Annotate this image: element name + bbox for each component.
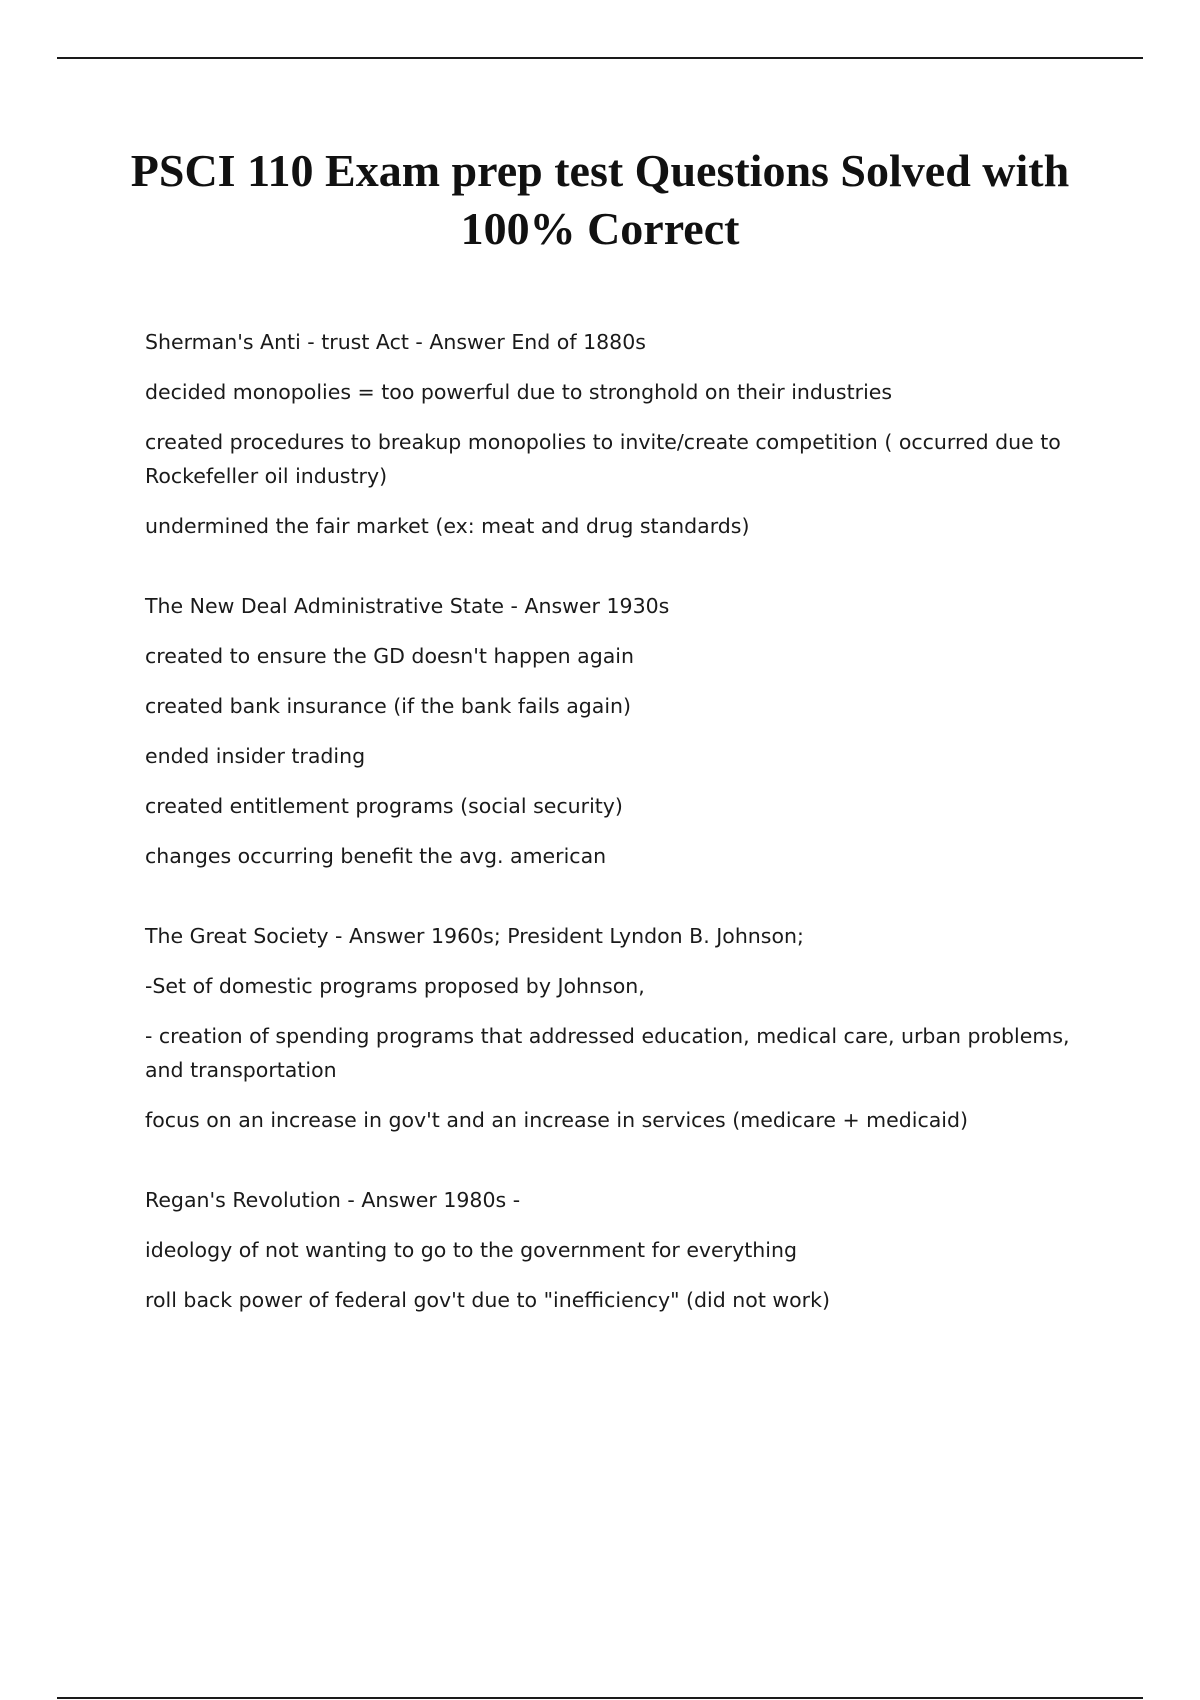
document-title: PSCI 110 Exam prep test Questions Solved with 100% Correct <box>130 145 1070 254</box>
question-heading: Regan's Revolution - Answer 1980s - <box>145 1188 521 1212</box>
answer-line: created bank insurance (if the bank fails again) <box>145 694 632 718</box>
section-new-deal <box>145 589 1085 873</box>
question-heading: Sherman's Anti - trust Act - Answer End of 1880s <box>145 330 646 354</box>
section-sherman-antitrust <box>145 325 1085 543</box>
answer-line: roll back power of federal gov't due to "inefficiency" (did not work) <box>145 1288 830 1312</box>
answer-line: created to ensure the GD doesn't happen again <box>145 644 634 668</box>
section-regan-revolution <box>145 1183 1085 1317</box>
question-heading: The Great Society - Answer 1960s; President Lyndon B. Johnson; <box>145 924 804 948</box>
answer-line: focus on an increase in gov't and an increase in services (medicare + medicaid) <box>145 1108 969 1132</box>
answer-line: created procedures to breakup monopolies to invite/create competition ( occurred due to Rockefeller oil industry) <box>145 430 1061 488</box>
top-rule <box>57 57 1143 59</box>
question-heading: The New Deal Administrative State - Answer 1930s <box>145 594 670 618</box>
document-body <box>145 325 1085 1363</box>
answer-line: changes occurring benefit the avg. american <box>145 844 607 868</box>
answer-line: ideology of not wanting to go to the government for everything <box>145 1238 797 1262</box>
bottom-rule <box>57 1697 1143 1699</box>
section-great-society <box>145 919 1085 1137</box>
answer-line: - creation of spending programs that addressed education, medical care, urban problems, and transportation <box>145 1024 1070 1082</box>
answer-line: ended insider trading <box>145 744 366 768</box>
answer-line: decided monopolies = too powerful due to stronghold on their industries <box>145 380 893 404</box>
answer-line: created entitlement programs (social security) <box>145 794 623 818</box>
answer-line: -Set of domestic programs proposed by Johnson, <box>145 974 645 998</box>
answer-line: undermined the fair market (ex: meat and drug standards) <box>145 514 750 538</box>
